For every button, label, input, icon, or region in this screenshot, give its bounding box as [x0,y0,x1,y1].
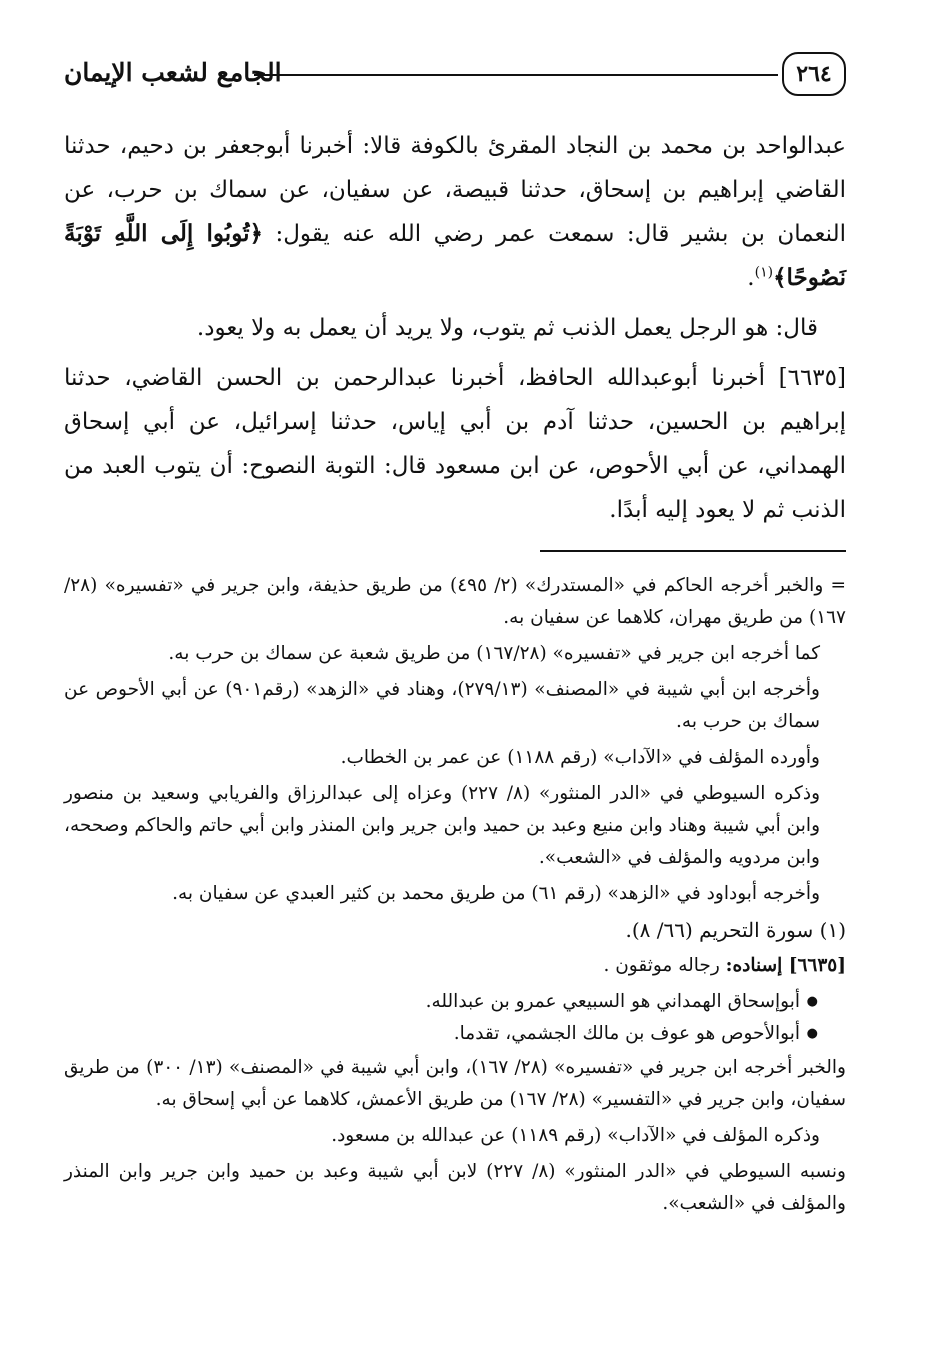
footnote-line: ونسبه السيوطي في «الدر المنثور» (٨/ ٢٢٧) لابن أبي شيبة وعبد بن حميد وابن جرير وابن المنذر والمؤلف في «الشعب». [64,1161,846,1214]
footnote-continuation: = والخبر أخرجه الحاكم في «المستدرك» (٢/ ٤٩٥) من طريق حذيفة، وابن جرير في «تفسيره» (٢٨/ ١٦٧) من طريق مهران، كلاهما عن سفيان به. [64,575,846,628]
footnote-reference[interactable]: (١) [754,264,774,281]
footnote-line: وأخرجه ابن أبي شيبة في «المصنف» (٢٧٩/١٣)، وهناد في «الزهد» (رقم٩٠١) عن أبي الأحوص عن سماك بن حرب به. [64,679,820,732]
footnote-line: وأورده المؤلف في «الآداب» (رقم ١١٨٨) عن عمر بن الخطاب. [340,747,820,768]
paragraph-hadith-6635: [٦٦٣٥] أخبرنا أبوعبدالله الحافظ، أخبرنا عبدالرحمن بن الحسن القاضي، حدثنا إبراهيم بن الحسين، حدثنا آدم بن أبي إياس، حدثنا إسرائيل، عن أبي إسحاق الهمداني، عن أبي الأحوص، عن ابن مسعود قال: التوبة النصوح: أن يتوب العبد من الذنب ثم لا يعود إليه أبدًا. [64,365,846,523]
footnote-line: والخبر أخرجه ابن جرير في «تفسيره» (٢٨/ ١٦٧)، وابن أبي شيبة في «المصنف» (١٣/ ٣٠٠) من طريق سفيان، وابن جرير في «التفسير» (٢٨/ ١٦٧) من طريق الأعمش، كلاهما عن أبي إسحاق به. [64,1057,846,1110]
header-rule [254,74,778,76]
running-title: الجامع لشعب الإيمان [64,58,282,87]
paragraph-text: عبدالواحد بن محمد بن النجاد المقرئ بالكوفة قالا: أخبرنا أبوجعفر بن دحيم، حدثنا القاضي إبراهيم بن إسحاق، حدثنا قبيصة، عن سفيان، عن سماك بن حرب، عن النعمان بن بشير قال: سمعت عمر رضي الله عنه يقول: [64,133,846,247]
paragraph-narration-chain [64,124,846,300]
main-text [64,124,846,532]
list-item: ● أبوإسحاق الهمداني هو السبيعي عمرو بن عبدالله. [64,986,818,1018]
hadith-grade-text: رجاله موثقون . [603,955,726,976]
footnotes-section [64,570,846,1224]
footnote-1: (١) سورة التحريم (٦٦/ ٨). [625,918,846,942]
list-item: ● أبوالأحوص هو عوف بن مالك الجشمي، تقدما. [64,1018,818,1050]
hadith-grade-label: [٦٦٣٥] إسناده: [725,955,846,976]
footnote-line: وذكره المؤلف في «الآداب» (رقم ١١٨٩) عن عبدالله بن مسعود. [331,1125,820,1146]
footnote-line: وذكره السيوطي في «الدر المنثور» (٨/ ٢٢٧) وعزاه إلى عبدالرزاق والفريابي وسعيد بن منصور وابن أبي شيبة وهناد وابن منيع وعبد بن حميد وابن جرير وابن المنذر وابن أبي حاتم والحاكم وصححه، وابن مردويه والمؤلف في «الشعب». [64,783,821,868]
paragraph-end: . [747,265,755,291]
footnote-line: كما أخرجه ابن جرير في «تفسيره» (١٦٧/٢٨) من طريق شعبة عن سماك بن حرب به. [168,643,820,664]
narrator-list [64,986,846,1050]
hadith-grade [64,950,846,982]
quran-verse: ﴿تُوبُوا إِلَى اللَّهِ تَوْبَةً نَصُوحًا﴾ [64,220,846,291]
page-number: ٢٦٤ [782,52,846,96]
paragraph-explanation: قال: هو الرجل يعمل الذنب ثم يتوب، ولا يريد أن يعمل به ولا يعود. [196,315,818,341]
page-header [64,50,846,102]
footnote-line: وأخرجه أبوداود في «الزهد» (رقم ٦١) من طريق محمد بن كثير العبدي عن سفيان به. [172,883,820,904]
footnote-divider [540,550,846,552]
